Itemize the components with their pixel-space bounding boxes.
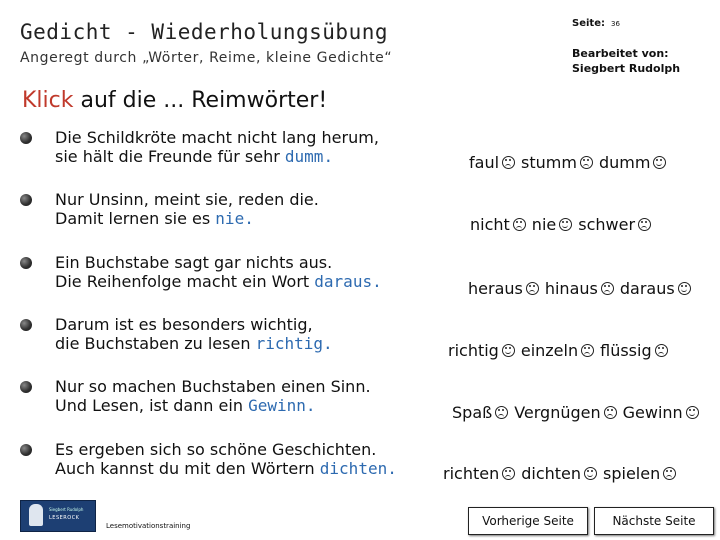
rhyme-option-word: daraus [619,279,675,298]
rhyme-option-word: richten [443,464,500,483]
rhyme-option[interactable] [532,215,572,234]
smiley-sad-icon [495,406,508,419]
verse-line-1: Ein Buchstabe sagt gar nichts aus. [55,253,333,272]
footer-label: Lesemotivationstraining [106,522,191,530]
verse-line-2 [55,459,397,478]
smiley-happy-icon [559,218,572,231]
smiley-sad-icon [502,156,515,169]
rhyme-option[interactable] [521,464,597,483]
rhyme-option-word: Gewinn [622,403,683,422]
verse-line-2 [55,272,382,291]
instruction-rest: auf die ... Reimwörter! [73,88,328,113]
smiley-sad-icon [526,282,539,295]
chef-hat-icon [29,504,43,526]
bullet-icon [20,132,32,144]
rhyme-option-word: schwer [578,215,636,234]
choice-row-2 [470,215,651,234]
rhyme-option-word: nicht [470,215,510,234]
rhyme-answer: nie. [215,209,254,228]
rhyme-option-word: dumm [598,153,651,172]
rhyme-option-word: Spaß [452,403,493,422]
smiley-sad-icon [655,344,668,357]
rhyme-option-word: nie [531,215,557,234]
rhyme-option[interactable] [468,279,539,298]
instruction-text [22,88,327,113]
rhyme-option[interactable] [603,464,676,483]
page-title: Gedicht - Wiederholungsübung [20,20,389,44]
rhyme-option[interactable] [545,279,614,298]
smiley-happy-icon [678,282,691,295]
smiley-sad-icon [604,406,617,419]
rhyme-option-word: flüssig [600,341,652,360]
rhyme-option-word: einzeln [520,341,579,360]
verse-line-1: Nur Unsinn, meint sie, reden die. [55,190,319,209]
choice-row-1 [469,153,666,172]
rhyme-option[interactable] [623,403,699,422]
smiley-sad-icon [581,344,594,357]
rhyme-option[interactable] [514,403,616,422]
verse-line-1: Darum ist es besonders wichtig, [55,315,313,334]
bullet-icon [20,381,32,393]
page-number-label: Seite: [572,18,605,29]
bullet-icon [20,257,32,269]
next-page-button[interactable]: Nächste Seite [594,507,714,535]
verse-line-1: Die Schildkröte macht nicht lang herum, [55,128,379,147]
smiley-happy-icon [584,467,597,480]
editor-label: Bearbeitet von: [572,47,669,60]
rhyme-option-word: Vergnügen [514,403,601,422]
rhyme-answer: dumm. [284,147,334,166]
verse-line-2 [55,209,319,228]
rhyme-option[interactable] [469,153,515,172]
verse-text [55,190,319,228]
smiley-sad-icon [513,218,526,231]
logo-small-text: Siegbert Rudolph [49,507,84,512]
verse-line-2-text: sie hält die Freunde für sehr [55,147,280,166]
verse-text [55,377,371,415]
smiley-sad-icon [638,218,651,231]
rhyme-option[interactable] [443,464,515,483]
page-subtitle: Angeregt durch „Wörter, Reime, kleine Gedichte“ [20,50,393,66]
verse-line-2 [55,147,379,166]
smiley-happy-icon [502,344,515,357]
rhyme-option-word: dichten [521,464,582,483]
verse-line-2-text: Die Reihenfolge macht ein Wort [55,272,310,291]
verse-line-2 [55,334,333,353]
smiley-sad-icon [601,282,614,295]
verse-text [55,440,397,478]
bullet-icon [20,444,32,456]
rhyme-answer: richtig. [255,334,333,353]
rhyme-option-word: faul [469,153,500,172]
smiley-happy-icon [686,406,699,419]
rhyme-option[interactable] [578,215,651,234]
choice-row-3 [468,279,691,298]
page-number-value: 36 [611,20,620,28]
rhyme-option[interactable] [470,215,526,234]
choice-row-4 [448,341,668,360]
instruction-accent: Klick [22,88,74,113]
rhyme-answer: Gewinn. [248,396,316,415]
verse-text [55,128,379,166]
rhyme-option-word: stumm [521,153,577,172]
verse-line-2 [55,396,371,415]
verse-text [55,253,382,291]
rhyme-option[interactable] [448,341,515,360]
smiley-happy-icon [653,156,666,169]
choice-row-5 [452,403,699,422]
editor-credit [572,46,680,76]
rhyme-option[interactable] [600,341,668,360]
verse-line-2-text: die Buchstaben zu lesen [55,334,251,353]
smiley-sad-icon [663,467,676,480]
verse-line-2-text: Damit lernen sie es [55,209,211,228]
rhyme-option[interactable] [599,153,666,172]
rhyme-option[interactable] [521,153,593,172]
leserock-logo [20,500,96,532]
bullet-icon [20,319,32,331]
rhyme-option[interactable] [620,279,691,298]
verse-text [55,315,333,353]
rhyme-option-word: richtig [448,341,499,360]
rhyme-option-word: heraus [468,279,523,298]
rhyme-answer: dichten. [319,459,397,478]
verse-line-2-text: Auch kannst du mit den Wörtern [55,459,315,478]
verse-line-1: Es ergeben sich so schöne Geschichten. [55,440,377,459]
smiley-sad-icon [502,467,515,480]
rhyme-option[interactable] [452,403,508,422]
editor-name: Siegbert Rudolph [572,62,681,75]
verse-line-1: Nur so machen Buchstaben einen Sinn. [55,377,371,396]
previous-page-button[interactable]: Vorherige Seite [468,507,588,535]
rhyme-option-word: spielen [603,464,661,483]
logo-text: LESEROCK [49,515,80,521]
verse-line-2-text: Und Lesen, ist dann ein [55,396,243,415]
choice-row-6 [443,464,676,483]
bullet-icon [20,194,32,206]
rhyme-option[interactable] [521,341,594,360]
rhyme-option-word: hinaus [544,279,598,298]
smiley-sad-icon [580,156,593,169]
rhyme-answer: daraus. [314,272,382,291]
